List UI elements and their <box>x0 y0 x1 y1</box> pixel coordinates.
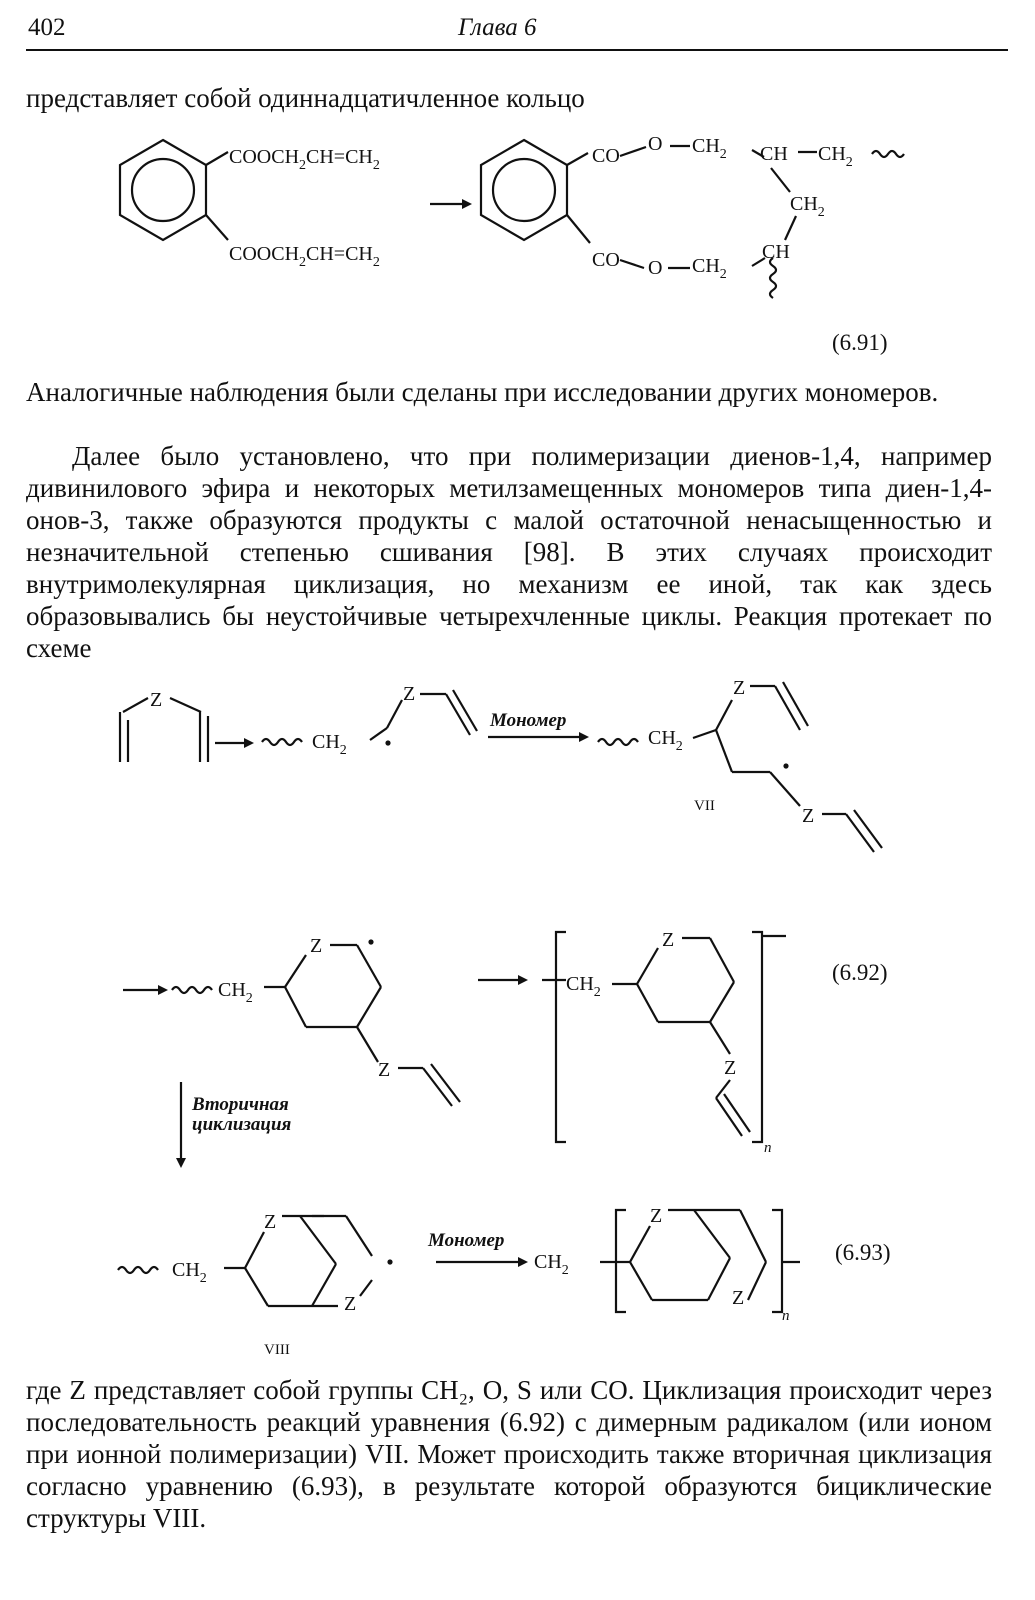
page-number: 402 <box>28 14 66 41</box>
bond <box>567 215 590 243</box>
z-label: Z <box>733 677 746 699</box>
bond <box>567 153 588 165</box>
ch2-label: $CH_2$ <box>312 731 347 758</box>
polymer-repeat-unit-6-93 <box>600 1210 800 1312</box>
compound-label-vii: VII <box>694 798 715 814</box>
benzene-ring-right <box>481 140 567 240</box>
ester-group-top: $COOCH_2CH=CH_2$ <box>229 146 380 173</box>
z-label: Z <box>378 1059 391 1081</box>
repeat-index-n: n <box>782 1308 790 1324</box>
repeat-index-n: n <box>764 1140 772 1156</box>
z-label: Z <box>150 689 163 711</box>
ch2-label: $CH_2$ <box>566 973 601 1000</box>
ch2-label: $CH_2$ <box>218 979 253 1006</box>
diene-monomer <box>120 698 208 762</box>
z-label: Z <box>264 1211 277 1233</box>
polymer-repeat-unit-6-92 <box>542 932 786 1142</box>
oxygen-bottom: O <box>648 257 663 279</box>
wavy-chain <box>598 739 638 745</box>
ch2-chain: $CH_2$ <box>818 143 853 170</box>
paragraph-1-text: Аналогичные наблюдения были сделаны при исследовании других мономеров. <box>26 377 939 407</box>
ch-bottom: CH <box>762 241 790 263</box>
wavy-chain <box>118 1267 158 1273</box>
z-label: Z <box>403 683 416 705</box>
bond <box>206 152 228 165</box>
paragraph-3-text: где Z представляет собой группы CH₂, O, S или CO. Циклизация происходит через последовательность реакций уравнения (6.92) с димерным радикалом (или ионом при ионной полимеризации) VII. Может происходить также вторичная циклизация согласно уравнению (6.93), в результате которой образуются бициклические структуры VIII. <box>26 1375 992 1533</box>
paragraph-2-text: Далее было установлено, что при полимеризации диенов-1,4, например дивинилового эфира и некоторых метилзамещенных мономеров типа диен-1,4-онов-3, также образуются продукты с малой остаточной ненасыщенностью и незначительной степенью сшивания [98]. В этих случаях происходит внутримолекулярная циклизация, но механизм ее иной, так как здесь образовывались бы неустойчивые четырехчленные циклы. Реакция протекает по схеме <box>26 441 992 663</box>
equation-number-6-91: (6.91) <box>832 330 888 355</box>
carbonyl-top: CO <box>592 145 620 167</box>
six-ring-radical <box>264 945 460 1106</box>
z-label: Z <box>650 1205 663 1227</box>
ch2-label: $CH_2$ <box>172 1259 207 1286</box>
ester-group-bottom: $COOCH_2CH=CH_2$ <box>229 243 380 270</box>
ch2-bottom: $CH_2$ <box>692 255 727 282</box>
equation-number-6-92: (6.92) <box>832 960 888 985</box>
secondary-cyclization-label-1: Вторичная <box>192 1094 289 1115</box>
z-label: Z <box>802 805 815 827</box>
z-label: Z <box>724 1057 737 1079</box>
equation-number-6-93: (6.93) <box>835 1240 891 1265</box>
oxygen-top: O <box>648 133 663 155</box>
z-label: Z <box>662 929 675 951</box>
benzene-ring-left <box>120 140 206 240</box>
intro-line: представляет собой одиннадцатичленное кольцо <box>26 83 585 113</box>
z-label: Z <box>344 1293 357 1315</box>
z-label: Z <box>732 1287 745 1309</box>
chapter-title: Глава 6 <box>458 14 537 41</box>
monomer-label-2: Мономер <box>428 1230 505 1251</box>
ch-top: CH <box>760 143 788 165</box>
wavy-chain <box>172 987 212 993</box>
ch2-right: $CH_2$ <box>790 193 825 220</box>
ch2-label: $CH_2$ <box>648 727 683 754</box>
compound-label-viii: VIII <box>264 1342 290 1358</box>
ch2-top: $CH_2$ <box>692 135 727 162</box>
z-label: Z <box>310 935 323 957</box>
ch2-label: $CH_2$ <box>534 1251 569 1278</box>
bond <box>206 215 228 240</box>
carbonyl-bottom: CO <box>592 249 620 271</box>
secondary-cyclization-label-2: циклизация <box>192 1114 292 1135</box>
wavy-chain <box>262 739 302 745</box>
monomer-label-1: Мономер <box>490 710 567 731</box>
